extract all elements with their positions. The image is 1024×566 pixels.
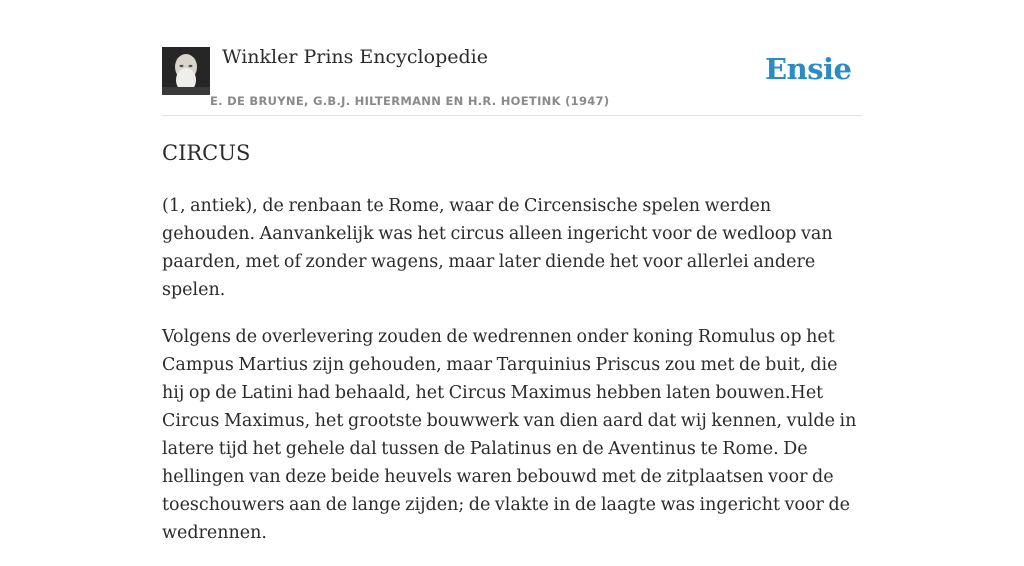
author-portrait-image bbox=[162, 47, 210, 95]
entry-paragraph: Volgens de overlevering zouden de wedrennen onder koning Romulus op het Campus Martius zijn gehouden, maar Tarquinius Priscus zou met de buit, die hij op de Latini had behaald, het Circus Maximus hebben laten bouwen.Het Circus Maximus, het grootste bouwwerk van dien aard dat wij kennen, vulde in latere tijd het gehele dal tussen de Palatinus en de Aventinus te Rome. De hellingen van deze beide heuvels waren bebouwd met de zitplaatsen voor de toeschouwers aan de lange zijden; de vlakte in de laagte was ingericht voor de wedrennen. bbox=[162, 327, 857, 543]
header-divider bbox=[162, 115, 862, 116]
source-title[interactable]: Winkler Prins Encyclopedie bbox=[222, 46, 488, 68]
source-authors: E. DE BRUYNE, G.B.J. HILTERMANN EN H.R. HOETINK (1947) bbox=[210, 94, 610, 108]
entry-title: CIRCUS bbox=[162, 141, 251, 165]
entry-paragraph: (1, antiek), de renbaan te Rome, waar de Circensische spelen werden gehouden. Aanvankelijk was het circus alleen ingericht voor de wedloop van paarden, met of zonder wagens, maar later diende het voor allerlei andere spelen. bbox=[162, 196, 833, 300]
entry-content bbox=[162, 192, 862, 566]
brand-logo[interactable]: Ensie bbox=[765, 52, 852, 86]
author-avatar bbox=[162, 47, 210, 95]
